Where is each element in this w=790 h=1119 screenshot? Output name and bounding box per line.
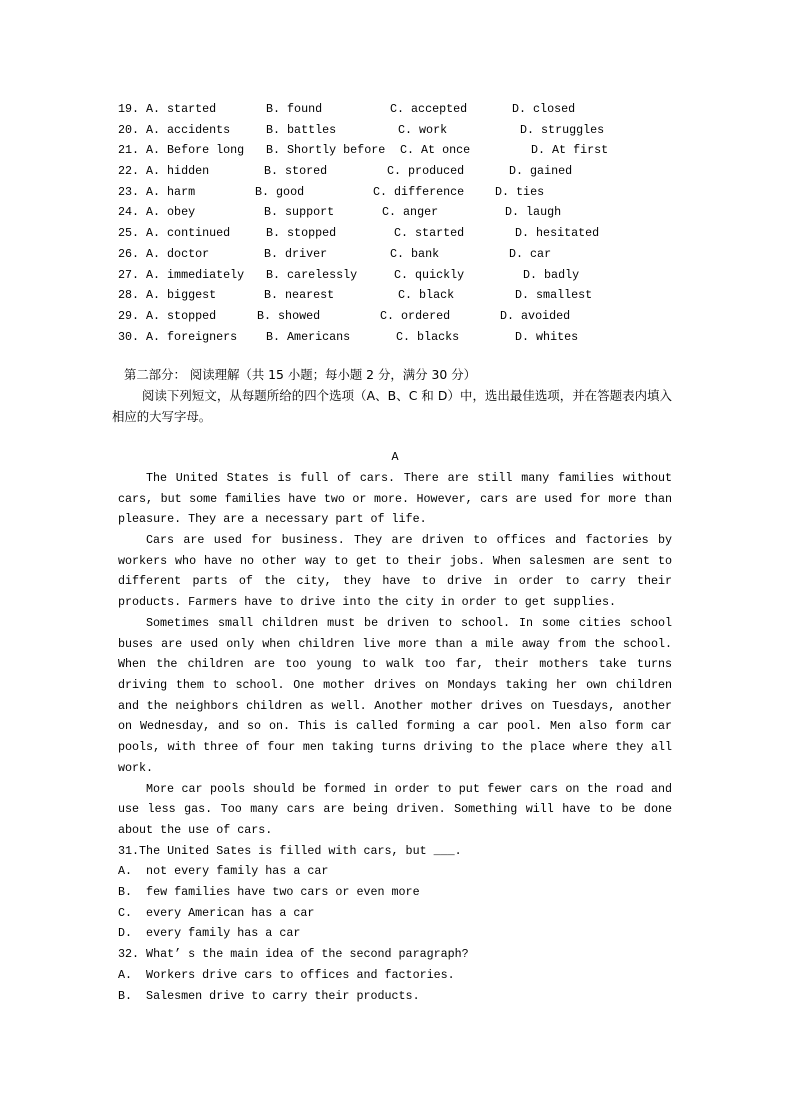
cloze-choice-c: C. bank	[390, 246, 440, 261]
section-two-block	[112, 364, 672, 427]
cloze-item-number: 30.	[118, 329, 140, 344]
cloze-choice-a: A. Before long	[146, 143, 245, 158]
question-option[interactable]: A. Workers drive cars to offices and factories.	[118, 967, 455, 982]
cloze-option-row	[118, 244, 672, 265]
cloze-choice-b: B. driver	[264, 246, 328, 261]
question-option[interactable]: A. not every family has a car	[118, 864, 329, 879]
cloze-choice-a: A. stopped	[146, 308, 217, 323]
cloze-option-row	[118, 285, 672, 306]
page-content	[112, 99, 672, 1006]
cloze-choice-c: C. ordered	[380, 308, 451, 323]
cloze-choice-a: A. harm	[146, 184, 196, 199]
cloze-option-row	[118, 161, 672, 182]
cloze-choice-d: D. car	[509, 246, 552, 261]
cloze-choice-d: D. avoided	[500, 308, 571, 323]
cloze-item-number: 29.	[118, 308, 140, 323]
cloze-choice-c: C. quickly	[394, 267, 465, 282]
cloze-item-number: 27.	[118, 267, 140, 282]
question-option[interactable]: B. Salesmen drive to carry their products.	[118, 988, 420, 1003]
cloze-choice-c: C. work	[398, 122, 448, 137]
cloze-item-number: 28.	[118, 288, 140, 303]
cloze-choice-a: A. foreigners	[146, 329, 238, 344]
cloze-choice-c: C. difference	[373, 184, 465, 199]
cloze-item-number: 20.	[118, 122, 140, 137]
cloze-item-number: 21.	[118, 143, 140, 158]
cloze-choice-a: A. biggest	[146, 288, 217, 303]
cloze-option-row	[118, 99, 672, 120]
cloze-choice-c: C. started	[394, 226, 465, 241]
cloze-choice-a: A. continued	[146, 226, 231, 241]
cloze-choice-d: D. closed	[512, 102, 576, 116]
cloze-choice-a: A. started	[146, 102, 217, 116]
cloze-choice-c: C. black	[398, 288, 455, 303]
passage-title: A	[391, 450, 399, 465]
passage-paragraph: The United States is full of cars. There are still many families without cars, but some families have two or more. However, cars are used for more than pleasure. They are a necessary part of life.	[118, 470, 672, 527]
question-stem: 32. What’ s the main idea of the second paragraph?	[118, 947, 469, 962]
cloze-option-row	[118, 223, 672, 244]
cloze-choice-c: C. produced	[387, 164, 465, 179]
cloze-choice-b: B. stopped	[266, 226, 337, 241]
cloze-choice-b: B. good	[255, 184, 305, 199]
cloze-choice-a: A. immediately	[146, 267, 245, 282]
cloze-choice-d: D. At first	[531, 143, 609, 158]
cloze-option-row	[118, 140, 672, 161]
cloze-choice-b: B. found	[266, 102, 323, 116]
questions-list	[118, 841, 672, 1007]
cloze-option-row	[118, 182, 672, 203]
passage-paragraph: More car pools should be formed in order to put fewer cars on the road and use less gas. Too many cars are being driven. Something will have to be done about the use of cars.	[118, 781, 672, 837]
cloze-item-number: 23.	[118, 184, 140, 199]
cloze-choice-d: D. gained	[509, 164, 573, 179]
passage-paragraph: Sometimes small children must be driven to school. In some cities school buses are used only when children live more than a mile away from the school. When the children are too young to walk too far, their mothers take turns driving them to school. One mother drives on Mondays taking her own children and the neighbors children as well. Another mother drives on Tuesdays, another on Wednesday, and so on. This is called forming a car pool. Men also form car pools, with three of four men taking turns driving to the place where they all work.	[118, 615, 672, 775]
cloze-choice-c: C. blacks	[396, 329, 460, 344]
question-stem: 31.The United Sates is filled with cars, but ___.	[118, 843, 462, 858]
cloze-option-row	[118, 306, 672, 327]
cloze-item-number: 19.	[118, 102, 140, 116]
cloze-choice-d: D. badly	[523, 267, 580, 282]
question-option[interactable]: D. every family has a car	[118, 926, 301, 941]
question-option[interactable]: B. few families have two cars or even more	[118, 885, 420, 900]
cloze-choice-a: A. obey	[146, 205, 196, 220]
cloze-choice-b: B. battles	[266, 122, 337, 137]
cloze-choice-a: A. doctor	[146, 246, 210, 261]
passage-paragraphs	[118, 468, 672, 841]
cloze-choice-d: D. whites	[515, 329, 579, 344]
cloze-option-row	[118, 120, 672, 141]
cloze-options-list	[118, 99, 672, 347]
cloze-option-row	[118, 202, 672, 223]
cloze-item-number: 25.	[118, 226, 140, 241]
cloze-choice-d: D. ties	[495, 184, 545, 199]
question-option[interactable]: C. every American has a car	[118, 905, 315, 920]
cloze-choice-c: C. anger	[382, 205, 439, 220]
section-two-heading: 第二部分： 阅读理解（共 15 小题；每小题 2 分，满分 30 分）	[124, 367, 476, 383]
cloze-choice-a: A. hidden	[146, 164, 210, 179]
cloze-choice-b: B. support	[264, 205, 335, 220]
cloze-option-row	[118, 327, 672, 348]
cloze-item-number: 24.	[118, 205, 140, 220]
cloze-item-number: 22.	[118, 164, 140, 179]
cloze-choice-c: C. At once	[400, 143, 471, 158]
passage-paragraph: Cars are used for business. They are driven to offices and factories by workers who have no other way to get to their jobs. When salesmen are sent to different parts of the city, they have to drive in order to carry their products. Farmers have to drive into the city in order to get supplies.	[118, 533, 672, 610]
section-two-instruction: 阅读下列短文，从每题所给的四个选项（A、B、C 和 D）中，选出最佳选项，并在答题表内填入相应的大写字母。	[112, 388, 672, 425]
cloze-choice-b: B. Americans	[266, 329, 351, 344]
cloze-choice-b: B. Shortly before	[266, 143, 386, 158]
cloze-choice-d: D. hesitated	[515, 226, 600, 241]
cloze-choice-c: C. accepted	[390, 102, 468, 116]
cloze-item-number: 26.	[118, 246, 140, 261]
cloze-choice-d: D. struggles	[520, 122, 605, 137]
cloze-choice-d: D. smallest	[515, 288, 593, 303]
cloze-choice-b: B. carelessly	[266, 267, 358, 282]
reading-passage	[118, 447, 672, 840]
cloze-option-row	[118, 265, 672, 286]
cloze-choice-b: B. showed	[257, 308, 321, 323]
cloze-choice-a: A. accidents	[146, 122, 231, 137]
cloze-choice-b: B. nearest	[264, 288, 335, 303]
cloze-choice-b: B. stored	[264, 164, 328, 179]
cloze-choice-d: D. laugh	[505, 205, 562, 220]
